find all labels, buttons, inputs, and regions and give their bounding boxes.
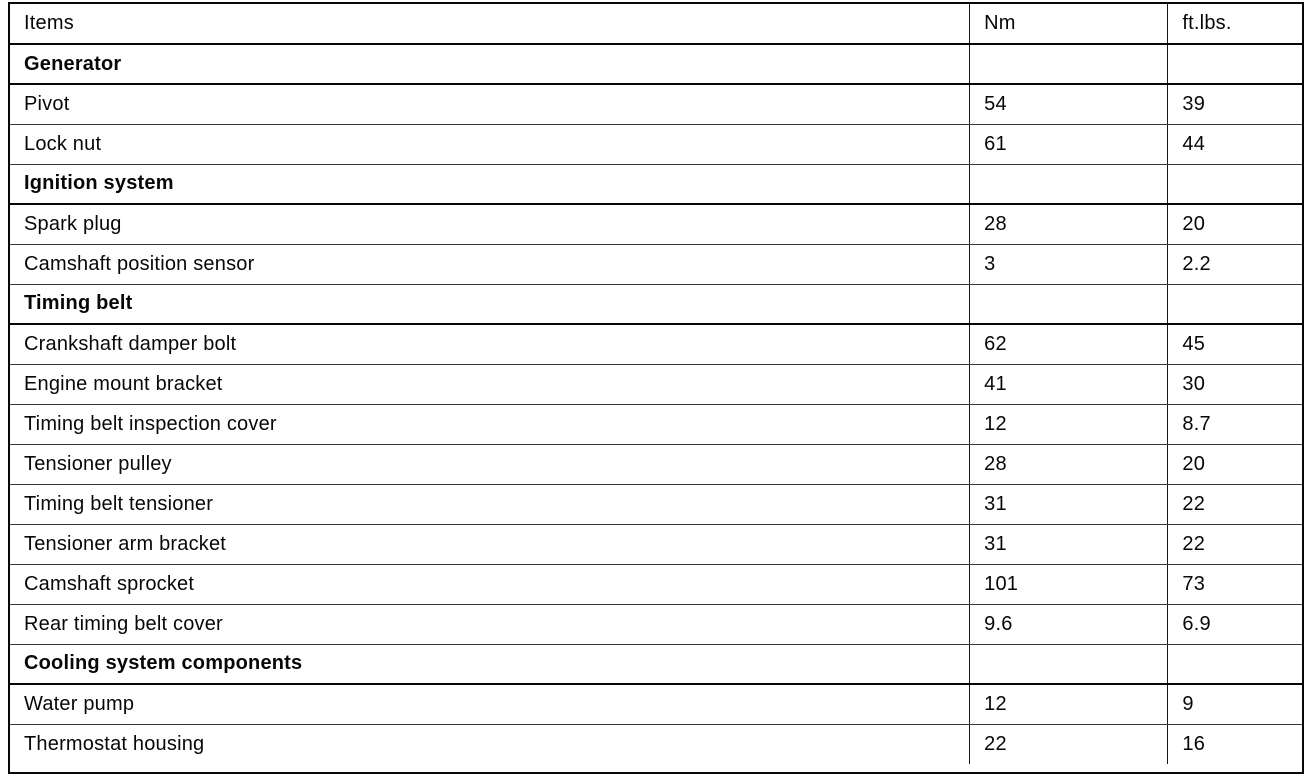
ftlbs-value: 20 (1168, 204, 1304, 244)
nm-value: 31 (970, 524, 1168, 564)
nm-value: 101 (970, 564, 1168, 604)
table-row (8, 524, 1304, 564)
ftlbs-value: 6.9 (1168, 604, 1304, 644)
table-row (8, 444, 1304, 484)
ftlbs-value: 39 (1168, 84, 1304, 124)
nm-value: 12 (970, 404, 1168, 444)
nm-value: 41 (970, 364, 1168, 404)
table-row (8, 724, 1304, 764)
ftlbs-value (1168, 164, 1304, 204)
ftlbs-value: ft.lbs. (1168, 4, 1304, 44)
ftlbs-value (1168, 284, 1304, 324)
item-label: Camshaft sprocket (8, 564, 970, 604)
nm-value (970, 164, 1168, 204)
ftlbs-value: 22 (1168, 524, 1304, 564)
ftlbs-value: 8.7 (1168, 404, 1304, 444)
table-row (8, 404, 1304, 444)
item-label: Crankshaft damper bolt (8, 324, 970, 364)
item-label: Items (8, 4, 970, 44)
item-label: Pivot (8, 84, 970, 124)
table-row (8, 684, 1304, 724)
section-label: Generator (8, 44, 970, 84)
table-right-rule (1302, 4, 1304, 774)
table-row (8, 84, 1304, 124)
nm-value: 12 (970, 684, 1168, 724)
ftlbs-value: 22 (1168, 484, 1304, 524)
table-section-row (8, 44, 1304, 84)
nm-value: 3 (970, 244, 1168, 284)
nm-value: 31 (970, 484, 1168, 524)
nm-value: 28 (970, 204, 1168, 244)
table-left-rule (8, 4, 10, 774)
item-label: Timing belt inspection cover (8, 404, 970, 444)
nm-value (970, 644, 1168, 684)
ftlbs-value: 73 (1168, 564, 1304, 604)
section-label: Timing belt (8, 284, 970, 324)
table-row (8, 484, 1304, 524)
nm-value (970, 284, 1168, 324)
nm-value: 54 (970, 84, 1168, 124)
table-top-rule (8, 2, 1304, 4)
item-label: Tensioner pulley (8, 444, 970, 484)
table-header-row (8, 4, 1304, 44)
nm-value: 28 (970, 444, 1168, 484)
table-row (8, 324, 1304, 364)
table-section-row (8, 164, 1304, 204)
nm-value: Nm (970, 4, 1168, 44)
item-label: Spark plug (8, 204, 970, 244)
table-row (8, 244, 1304, 284)
section-label: Ignition system (8, 164, 970, 204)
item-label: Rear timing belt cover (8, 604, 970, 644)
table-row (8, 124, 1304, 164)
item-label: Camshaft position sensor (8, 244, 970, 284)
nm-value: 9.6 (970, 604, 1168, 644)
table-row (8, 204, 1304, 244)
table-bottom-rule (8, 772, 1304, 774)
ftlbs-value: 16 (1168, 724, 1304, 764)
nm-value: 62 (970, 324, 1168, 364)
ftlbs-value: 9 (1168, 684, 1304, 724)
table-row (8, 604, 1304, 644)
ftlbs-value (1168, 644, 1304, 684)
item-label: Engine mount bracket (8, 364, 970, 404)
nm-value (970, 44, 1168, 84)
section-label: Cooling system components (8, 644, 970, 684)
table-body (8, 4, 1304, 764)
table-row (8, 564, 1304, 604)
ftlbs-value: 20 (1168, 444, 1304, 484)
item-label: Tensioner arm bracket (8, 524, 970, 564)
item-label: Lock nut (8, 124, 970, 164)
item-label: Timing belt tensioner (8, 484, 970, 524)
ftlbs-value: 45 (1168, 324, 1304, 364)
table-row (8, 364, 1304, 404)
ftlbs-value (1168, 44, 1304, 84)
table-section-row (8, 644, 1304, 684)
item-label: Water pump (8, 684, 970, 724)
ftlbs-value: 30 (1168, 364, 1304, 404)
item-label: Thermostat housing (24, 732, 205, 755)
ftlbs-value: 44 (1168, 124, 1304, 164)
table-section-row (8, 284, 1304, 324)
ftlbs-value: 2.2 (1168, 244, 1304, 284)
nm-value: 22 (970, 724, 1168, 764)
nm-value: 61 (970, 124, 1168, 164)
torque-spec-table (8, 4, 1304, 764)
